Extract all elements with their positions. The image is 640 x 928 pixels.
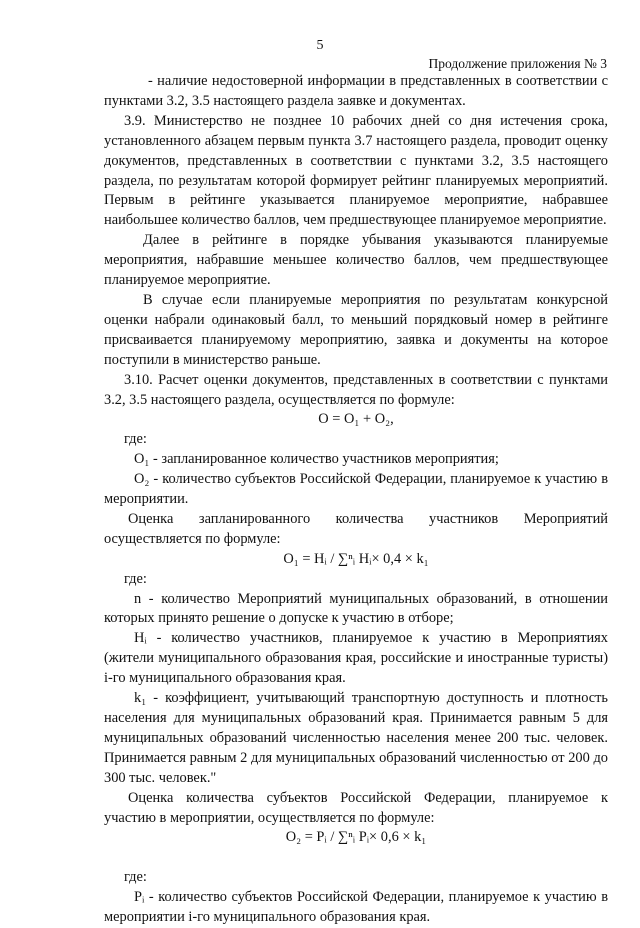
formula-total: О = О₁ + О₂, bbox=[318, 411, 394, 428]
page-number: 5 bbox=[316, 38, 324, 53]
where-label-3: где: bbox=[124, 869, 147, 886]
definition-pi: Pᵢ - количество субъектов Российской Федерации, планируемое к участию в мероприятии i-го муниципального образования края. bbox=[104, 889, 608, 926]
formula-o1: О₁ = Hᵢ / ∑ⁿᵢ Hᵢ× 0,4 × k₁ bbox=[283, 550, 429, 567]
definition-o2: О₂ - количество субъектов Российской Федерации, планируемое к участию в мероприятии. bbox=[104, 471, 608, 508]
formula-o2: О₂ = Pᵢ / ∑ⁿᵢ Pᵢ× 0,6 × k₁ bbox=[285, 829, 427, 846]
spacer bbox=[104, 848, 608, 868]
paragraph-equal-score: В случае если планируемые мероприятия по результатам конкурсной оценки набрали одинаковый балл, то меньший порядковый номер в рейтинге присваивается планируемому мероприятию, заявка и документы на которое поступили в министерство раньше. bbox=[104, 291, 608, 368]
paragraph-3-9: 3.9. Министерство не позднее 10 рабочих дней со дня истечения срока, установленного абзацем первым пункта 3.7 настоящего раздела, проводит оценку документов, представленных в соответствии с пунктами 3.2, 3.5 настоящего раздела, по результатам которой формирует рейтинг планируемых мероприятий. Первым в рейтинге указывается планируемое мероприятие, набравшее наибольшее количество баллов, чем предшествующее планируемое мероприятие. bbox=[104, 112, 608, 229]
where-label-2: где: bbox=[124, 570, 147, 587]
definition-n: n - количество Мероприятий муниципальных образований, в отношении которых принято решение о допуске к участию в отборе; bbox=[104, 590, 608, 627]
paragraph-rating-order: Далее в рейтинге в порядке убывания указываются планируемые мероприятия, набравшие меньшее количество баллов, чем предшествующее планируемое мероприятие. bbox=[104, 232, 608, 289]
appendix-continuation-label: Продолжение приложения № 3 bbox=[428, 56, 607, 71]
paragraph-invalid-info: - наличие недостоверной информации в представленных в соответствии с пунктами 3.2, 3.5 настоящего раздела заявке и документах. bbox=[104, 73, 608, 109]
definition-k1: k₁ - коэффициент, учитывающий транспортную доступность и плотность населения для муниципальных образований края. Принимается равным 5 для муниципальных образований численностью населения менее 200 тыс. человек. Принимается равным 2 для муниципальных образований численностью от 200 до 300 тыс. человек." bbox=[104, 690, 608, 786]
definition-o1: О₁ - запланированное количество участников мероприятия; bbox=[134, 451, 499, 468]
paragraph-participants-estimate: Оценка запланированного количества участников Мероприятий осуществляется по формуле: bbox=[104, 510, 608, 547]
definition-hi: Hᵢ - количество участников, планируемое к участию в Мероприятиях (жители муниципального образования края, российские и иностранные туристы) i-го муниципального образования края. bbox=[104, 630, 608, 687]
document-body bbox=[104, 72, 608, 928]
paragraph-3-10: 3.10. Расчет оценки документов, представленных в соответствии с пунктами 3.2, 3.5 настоящего раздела, осуществляется по формуле: bbox=[104, 371, 608, 408]
where-label-1: где: bbox=[124, 431, 147, 448]
paragraph-subjects-estimate: Оценка количества субъектов Российской Федерации, планируемое к участию в мероприятии, осуществляется по формуле: bbox=[104, 789, 608, 826]
